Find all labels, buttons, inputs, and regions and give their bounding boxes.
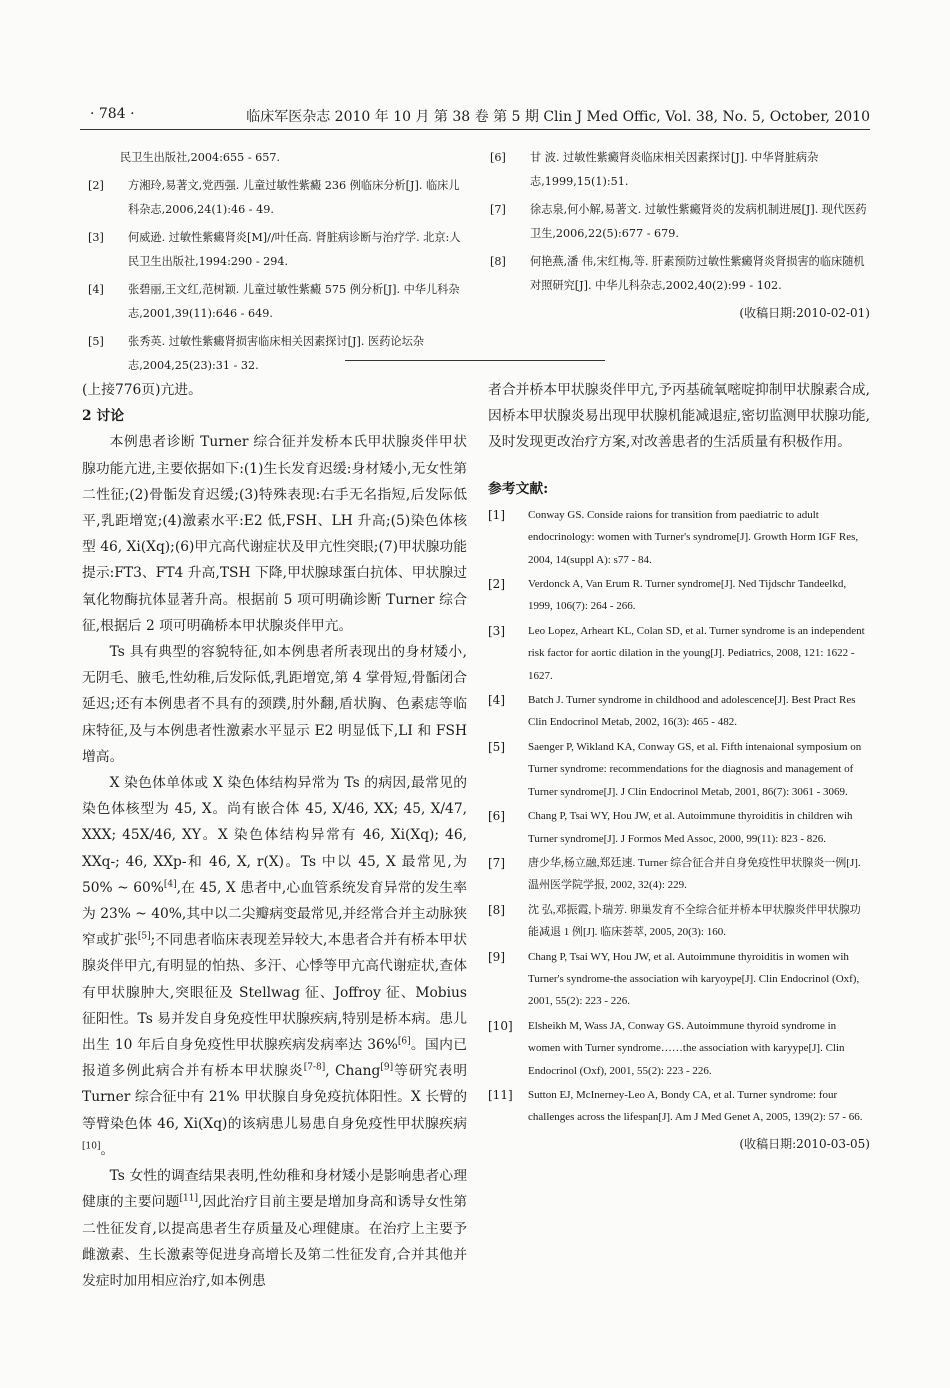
reference-item — [488, 1015, 870, 1082]
continued-from-note: (上接776页)亢进。 — [82, 382, 202, 398]
reference-text: Elsheikh M, Wass JA, Conway GS. Autoimmune thyroid syndrome in women with Turner syndrome……the association with karyype[J]. Clin Endocrinol (Oxf), 2001, 55(2): 223 - 226. — [528, 1019, 845, 1077]
reference-text: Chang P, Tsai WY, Hou JW, et al. Autoimmune thyroiditis in women wih Turner's syndrome-the association wih karyoype[J]. Clin Endocrinol (Oxf), 2001, 55(2): 223 - 226. — [528, 950, 860, 1008]
reference-item — [488, 689, 870, 734]
reference-number: [10] — [488, 1018, 513, 1033]
reference-text: 何艳燕,潘 伟,宋红梅,等. 肝素预防过敏性紫癜肾炎肾损害的临床随机对照研究[J]. 中华儿科杂志,2002,40(2):99 - 102. — [530, 255, 865, 292]
reference-item — [88, 226, 466, 274]
citation-marker: [9] — [380, 1062, 394, 1073]
received-date: (收稿日期:2010-03-05) — [739, 1136, 870, 1151]
reference-number: [3] — [88, 231, 104, 244]
reference-text: 何威逊. 过敏性紫癜肾炎[M]//叶任高. 肾脏病诊断与治疗学. 北京:人民卫生出版社,1994:290 - 294. — [128, 231, 461, 268]
reference-number: [5] — [488, 739, 505, 754]
received-date: (收稿日期:2010-02-01) — [739, 306, 870, 320]
discussion-paragraph: 本例患者诊断 Turner 综合征并发桥本氏甲状腺炎伴甲状腺功能亢进,主要依据如下:(1)生长发育迟缓:身材矮小,无女性第二性征;(2)骨骺发育迟缓;(3)特殊表现:右手无名指短,后发际低平,乳距增宽;(4)激素水平:E2 低,FSH、LH 升高;(5)染色体核型 46, Xi(Xq);(6)甲亢高代谢症状及甲亢性突眼;(7)甲状腺功能提示:FT3、FT4 升高,TSH 下降,甲状腺球蛋白抗体、甲状腺过氧化物酶抗体显著升高。根据前 5 项可明确诊断 Turner 综合征,根据后 2 项可明确桥本甲状腺炎伴甲亢。 — [82, 434, 467, 634]
reference-number: [1] — [488, 507, 505, 522]
reference-item — [490, 146, 870, 194]
reference-number: [8] — [490, 255, 506, 268]
reference-item — [488, 899, 870, 944]
reference-number: [7] — [490, 203, 506, 216]
reference-number: [4] — [88, 283, 104, 296]
reference-number: [2] — [488, 577, 505, 592]
top-references-left — [88, 146, 466, 382]
discussion-paragraph: Ts 具有典型的容貌特征,如本例患者所表现出的身材矮小,无阴毛、腋毛,性幼稚,后发际低,乳距增宽,第 4 掌骨短,骨骺闭合延迟;还有本例患者不具有的颈蹼,肘外翻,盾状胸、色素痣等临床特征,及与本例患者性激素水平显示 E2 明显低下,LI 和 FSH 增高。 — [82, 644, 467, 765]
reference-number: [6] — [488, 809, 505, 824]
reference-text: 方湘玲,易著文,党西强. 儿童过敏性紫癜 236 例临床分析[J]. 临床儿科杂志,2006,24(1):46 - 49. — [128, 179, 460, 216]
reference-text: 徐志泉,何小解,易著文. 过敏性紫癜肾炎的发病机制进展[J]. 现代医药卫生,2006,22(5):677 - 679. — [530, 203, 867, 240]
discussion-paragraph — [82, 1163, 467, 1294]
reference-number: [5] — [88, 335, 104, 348]
reference-item — [490, 250, 870, 298]
discussion-paragraph — [82, 770, 467, 1163]
discussion-column-right — [488, 377, 870, 1155]
discussion-column-left — [82, 377, 467, 1294]
reference-text: 张秀英. 过敏性紫癜肾损害临床相关因素探讨[J]. 医药论坛杂志,2004,25(23):31 - 32. — [128, 335, 424, 372]
reference-list — [488, 504, 870, 1129]
reference-number: [7] — [488, 855, 505, 870]
reference-item — [490, 198, 870, 246]
reference-item — [488, 736, 870, 803]
reference-item — [488, 946, 870, 1013]
reference-text: 张碧丽,王文红,范树颖. 儿童过敏性紫癜 575 例分析[J]. 中华儿科杂志,2001,39(11):646 - 649. — [128, 283, 460, 320]
section-divider-rule — [345, 360, 605, 361]
reference-number: [8] — [488, 902, 505, 917]
paragraph-text: , Chang — [325, 1063, 381, 1080]
discussion-paragraph: 者合并桥本甲状腺炎伴甲亢,予丙基硫氧嘧啶抑制甲状腺素合成,因桥本甲状腺炎易出现甲状腺机能减退症,密切监测甲状腺功能,及时发现更改治疗方案,对改善患者的生活质量有积极作用。 — [488, 382, 870, 451]
reference-text: Batch J. Turner syndrome in childhood and adolescence[J]. Best Pract Res Clin Endocrinol Metab, 2002, 16(3): 465 - 482. — [528, 694, 856, 729]
paragraph-text: ,在 45, X 患者中,心血管系统发育异常的发生率为 23% ~ 40%,其中以二尖瓣病变最常见,并经常合并主动脉狭窄或扩张 — [82, 879, 467, 949]
journal-citation-line: 临床军医杂志 2010 年 10 月 第 38 卷 第 5 期 Clin J Med Offic, Vol. 38, No. 5, October, 2010 — [246, 109, 870, 125]
reference-item — [488, 805, 870, 850]
reference-number: [4] — [488, 693, 505, 708]
reference-text: 沈 弘,邓振霞,卜瑞芳. 卵巢发育不全综合征并桥本甲状腺炎伴甲状腺功能减退 1 例[J]. 临床荟萃, 2005, 20(3): 160. — [528, 903, 861, 939]
reference-number: [2] — [88, 179, 104, 192]
reference-item — [488, 620, 870, 687]
paragraph-text: ,因此治疗目前主要是增加身高和诱导女性第二性征发育,以提高患者生存质量及心理健康。在治疗上主要予雌激素、生长激素等促进身高增长及第二性征发育,合并其他并发症时加用相应治疗,如本例患 — [82, 1194, 467, 1289]
reference-item — [88, 146, 466, 170]
reference-item — [88, 278, 466, 326]
reference-text: 唐少华,杨立融,郑廷速. Turner 综合征合并自身免疫性甲状腺炎一例[J]. 温州医学院学报, 2002, 32(4): 229. — [528, 856, 861, 892]
citation-marker: [6] — [397, 1036, 411, 1047]
reference-text: Saenger P, Wikland KA, Conway GS, et al. Fifth intenaional symposium on Turner syndrome: recommendations for the diagnosis and management of Turner syndrome[J]. J Clin Endocrinol Metab, 2001, 86(7): 3061 - 3069. — [528, 740, 862, 798]
reference-item — [88, 330, 466, 378]
paragraph-text: 。 — [100, 1141, 115, 1158]
citation-marker: [5] — [137, 931, 151, 942]
reference-text: 甘 波. 过敏性紫癜肾炎临床相关因素探讨[J]. 中华肾脏病杂志,1999,15(1):51. — [530, 151, 819, 188]
citation-marker: [10] — [82, 1141, 101, 1152]
paragraph-text: 。国内已报道多例此病合并有桥本甲状腺炎 — [82, 1037, 468, 1080]
reference-number: [9] — [488, 949, 505, 964]
reference-number: [11] — [488, 1087, 513, 1102]
reference-item — [488, 852, 870, 897]
reference-item — [488, 504, 870, 571]
citation-marker: [11] — [179, 1193, 198, 1204]
reference-text: Sutton EJ, McInerney-Leo A, Bondy CA, et al. Turner syndrome: four challenges across the lifespan[J]. Am J Med Genet A, 2005, 139(2): 57 - 66. — [528, 1088, 863, 1124]
section-heading-discussion: 2 讨论 — [82, 408, 124, 425]
reference-text: 民卫生出版社,2004:655 - 657. — [120, 151, 281, 164]
reference-text: Leo Lopez, Arheart KL, Colan SD, et al. Turner syndrome is an independent risk factor for aortic dilation in the young[J]. Pediatrics, 2008, 121: 1622 - 1627. — [528, 624, 865, 682]
header-rule — [80, 129, 870, 130]
reference-text: Chang P, Tsai WY, Hou JW, et al. Autoimmune thyroiditis in children wih Turner syndrome[J]. J Formos Med Assoc, 2000, 99(11): 823 - 826. — [528, 810, 853, 845]
reference-item — [488, 573, 870, 618]
paragraph-text: Ts 女性的调查结果表明,性幼稚和身材矮小是影响患者心理健康的主要问题 — [82, 1168, 467, 1211]
reference-number: [3] — [488, 623, 505, 638]
reference-item — [88, 174, 466, 222]
paragraph-text: X 染色体单体或 X 染色体结构异常为 Ts 的病因,最常见的染色体核型为 45, X。尚有嵌合体 45, X/46, XX; 45, X/47, XXX; 45X/46, XY。X 染色体结构异常有 46, Xi(Xq); 46, XXq-; 46, XXp-和 46, X, r(X)。Ts 中以 45, X 最常见,为 50% ~ 60% — [82, 775, 467, 896]
citation-marker: [4] — [163, 879, 177, 890]
page-number: · 784 · — [90, 106, 135, 122]
reference-number: [6] — [490, 151, 506, 164]
reference-text: Conway GS. Conside raions for transition from paediatric to adult endocrinology: women with Turner's syndrome[J]. Growth Horm IGF Res, 2004, 14(suppl A): s77 - 84. — [528, 508, 859, 566]
citation-marker: [7-8] — [303, 1062, 326, 1073]
reference-item — [488, 1084, 870, 1129]
top-references-right — [490, 146, 870, 324]
reference-text: Verdonck A, Van Erum R. Turner syndrome[J]. Ned Tijdschr Tandeelkd, 1999, 106(7): 264 - 266. — [528, 578, 847, 613]
references-heading: 参考文献: — [488, 480, 549, 497]
paragraph-text: ;不同患者临床表现差异较大,本患者合并有桥本甲状腺炎伴甲亢,有明显的怕热、多汗、心悸等甲亢高代谢症状,查体有甲状腺肿大,突眼征及 Stellwag 征、Joffroy 征、Mobius 征阳性。Ts 易并发自身免疫性甲状腺疾病,特别是桥本病。患儿出生 10 年后自身免疫性甲状腺疾病发病率达 36% — [82, 932, 467, 1054]
paragraph-text: 等研究表明 Turner 综合征中有 21% 甲状腺自身免疫抗体阳性。X 长臂的等臂染色体 46, Xi(Xq)的该病患儿易患自身免疫性甲状腺疾病 — [82, 1063, 467, 1132]
running-header — [80, 100, 870, 130]
